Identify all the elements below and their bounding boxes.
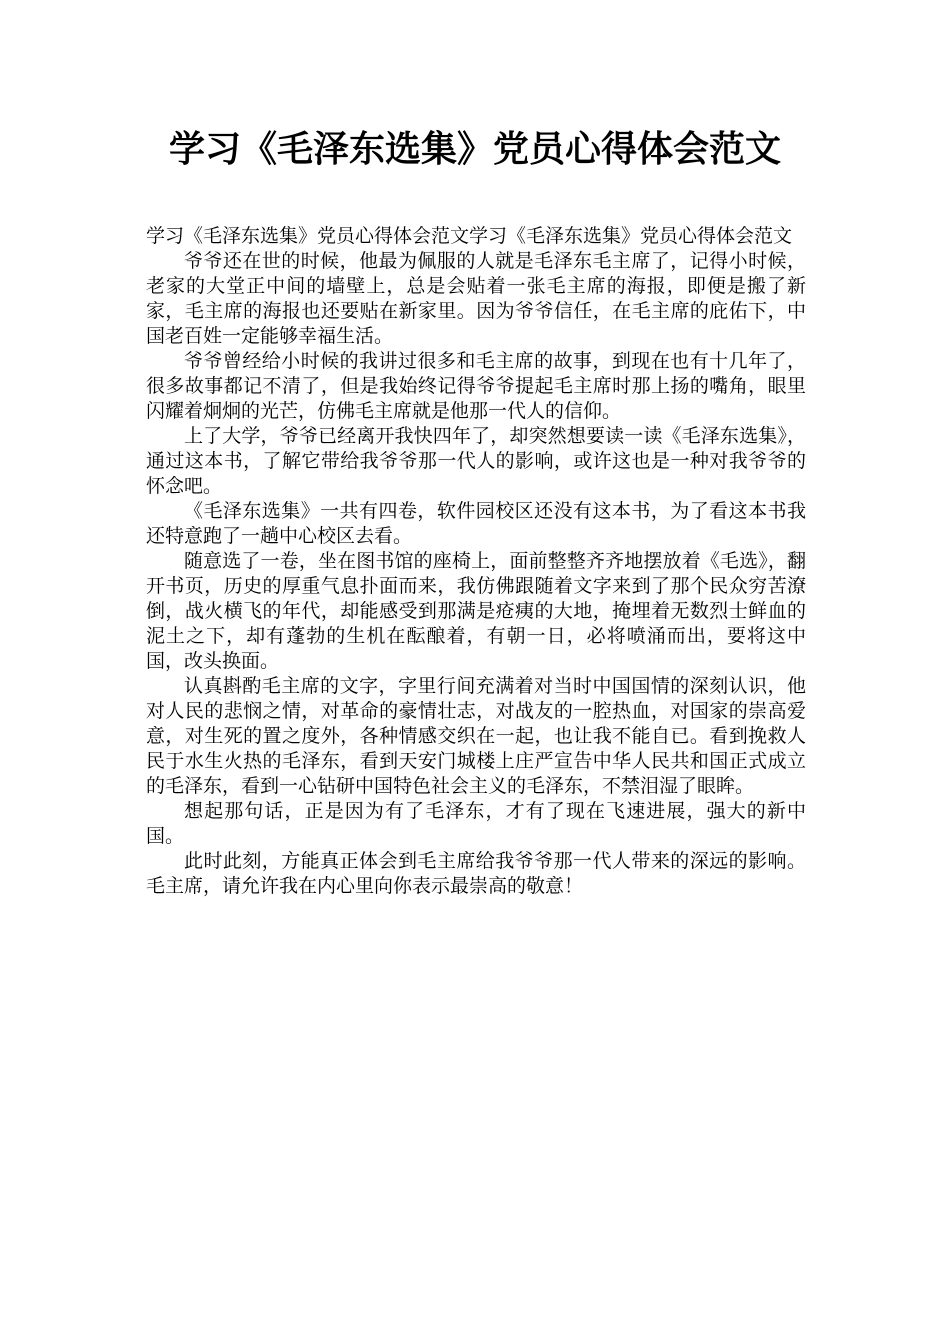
- body-paragraph: 爷爷曾经给小时候的我讲过很多和毛主席的故事，到现在也有十几年了，很多故事都记不清了，但是我始终记得爷爷提起毛主席时那上扬的嘴角，眼里闪耀着炯炯的光芒，仿佛毛主席就是他那一代人的信仰。: [146, 350, 806, 422]
- body-paragraph: 《毛泽东选集》一共有四卷，软件园校区还没有这本书，为了看这本书我还特意跑了一趟中心校区去看。: [146, 500, 806, 547]
- intro-paragraph: 学习《毛泽东选集》党员心得体会范文学习《毛泽东选集》党员心得体会范文: [146, 225, 793, 247]
- body-paragraph: 随意选了一卷，坐在图书馆的座椅上，面前整整齐齐地摆放着《毛选》，翻开书页，历史的厚重气息扑面而来，我仿佛跟随着文字来到了那个民众穷苦潦倒，战火横飞的年代，却能感受到那满是疮痍的大地，掩埋着无数烈士鲜血的泥土之下，却有蓬勃的生机在酝酿着，有朝一日，必将喷涌而出，要将这中国，改头换面。: [146, 550, 806, 672]
- body-paragraph: 认真斟酌毛主席的文字，字里行间充满着对当时中国国情的深刻认识，他对人民的悲悯之情，对革命的豪情壮志，对战友的一腔热血，对国家的崇高爱意，对生死的置之度外，各种情感交织在一起，也让我不能自已。看到挽救人民于水生火热的毛泽东，看到天安门城楼上庄严宣告中华人民共和国正式成立的毛泽东，看到一心钻研中国特色社会主义的毛泽东，不禁泪湿了眼眸。: [146, 675, 806, 797]
- body-paragraph: 上了大学，爷爷已经离开我快四年了，却突然想要读一读《毛泽东选集》，通过这本书，了解它带给我爷爷那一代人的影响，或许这也是一种对我爷爷的怀念吧。: [146, 425, 806, 497]
- body-paragraph: 想起那句话，正是因为有了毛泽东，才有了现在飞速进展，强大的新中国。: [146, 800, 806, 847]
- closing-paragraph: 此时此刻，方能真正体会到毛主席给我爷爷那一代人带来的深远的影响。毛主席，请允许我在内心里向你表示最崇高的敬意！: [146, 850, 806, 897]
- document-title: 学习《毛泽东选集》党员心得体会范文: [168, 129, 781, 170]
- body-paragraph: 爷爷还在世的时候，他最为佩服的人就是毛泽东毛主席了，记得小时候，老家的大堂正中间的墙壁上，总是会贴着一张毛主席的海报，即便是搬了新家，毛主席的海报也还要贴在新家里。因为爷爷信任，在毛主席的庇佑下，中国老百姓一定能够幸福生活。: [146, 250, 806, 347]
- document-body: [146, 224, 806, 899]
